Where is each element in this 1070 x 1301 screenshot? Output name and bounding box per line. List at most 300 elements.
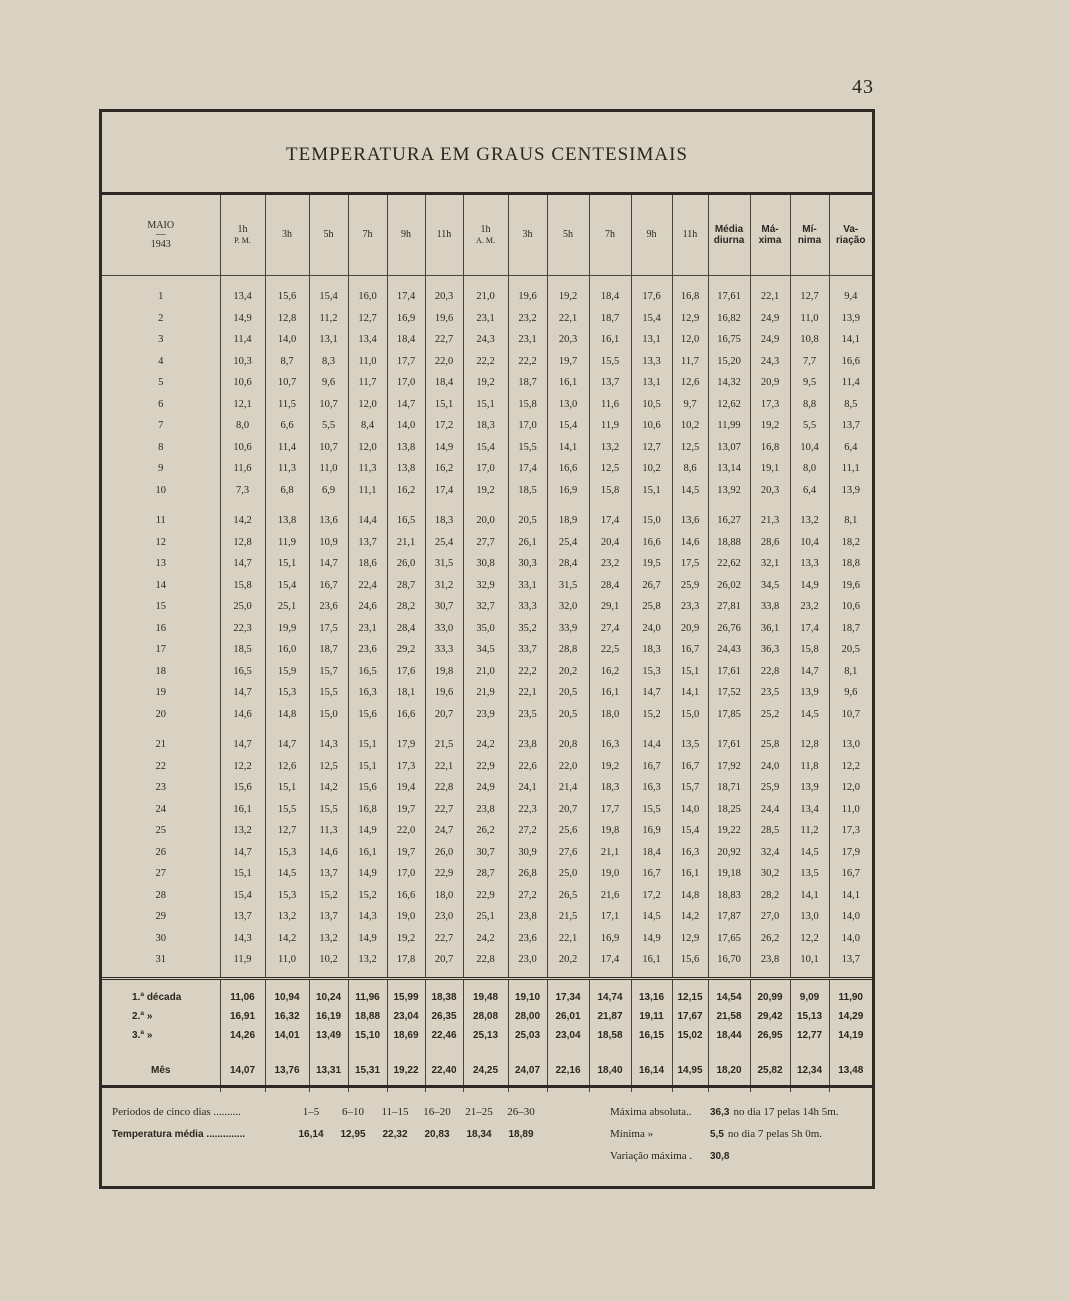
value-cell: 18,2: [829, 532, 872, 554]
value-cell: 20,92: [708, 842, 750, 864]
value-cell: 13,9: [829, 480, 872, 502]
period-mean: 18,89: [508, 1129, 534, 1140]
table-row: [102, 777, 872, 799]
value-cell: 13,7: [309, 863, 348, 885]
value-cell: 23,0: [425, 906, 463, 928]
value-cell: 11,6: [589, 394, 631, 416]
summary-value: 26,35: [425, 1007, 463, 1026]
value-cell: 26,02: [708, 575, 750, 597]
value-cell: 15,5: [309, 799, 348, 821]
value-cell: 20,9: [750, 372, 790, 394]
value-cell: 17,4: [589, 501, 631, 532]
value-cell: 28,8: [547, 639, 589, 661]
value-cell: 11,3: [348, 458, 387, 480]
value-cell: 22,7: [425, 799, 463, 821]
value-cell: 18,8: [829, 553, 872, 575]
summary-value: 14,29: [829, 1007, 872, 1026]
value-cell: 14,7: [265, 725, 309, 756]
value-cell: 12,5: [589, 458, 631, 480]
value-cell: 18,7: [589, 308, 631, 330]
value-cell: 19,8: [425, 661, 463, 683]
table-row: [102, 394, 872, 416]
value-cell: 14,7: [387, 394, 425, 416]
value-cell: 16,1: [672, 863, 708, 885]
value-cell: 31,2: [425, 575, 463, 597]
value-cell: 19,7: [387, 799, 425, 821]
summary-value: 15,10: [348, 1026, 387, 1045]
value-cell: 22,2: [463, 351, 508, 373]
value-cell: 10,2: [309, 949, 348, 978]
value-cell: 27,4: [589, 618, 631, 640]
value-cell: 35,2: [508, 618, 547, 640]
value-cell: 22,5: [589, 639, 631, 661]
value-cell: 16,3: [589, 725, 631, 756]
value-cell: 25,6: [547, 820, 589, 842]
value-cell: 16,2: [425, 458, 463, 480]
value-cell: 15,4: [631, 308, 672, 330]
value-cell: 15,1: [220, 863, 265, 885]
value-cell: 27,81: [708, 596, 750, 618]
value-cell: 20,5: [829, 639, 872, 661]
value-cell: 13,9: [790, 682, 829, 704]
value-cell: 22,9: [463, 756, 508, 778]
value-cell: 14,3: [348, 906, 387, 928]
value-cell: 20,7: [547, 799, 589, 821]
day-cell: 24: [155, 803, 166, 815]
value-cell: 16,75: [708, 329, 750, 351]
value-cell: 6,4: [829, 437, 872, 459]
absolute-min: [610, 1128, 822, 1140]
summary-value: 14,26: [220, 1026, 265, 1045]
value-cell: 23,9: [463, 704, 508, 726]
value-cell: 11,7: [672, 351, 708, 373]
period: 16–20: [423, 1106, 451, 1118]
value-cell: 22,0: [387, 820, 425, 842]
value-cell: 15,6: [348, 704, 387, 726]
value-cell: 18,4: [425, 372, 463, 394]
day-cell: 8: [158, 441, 164, 453]
value-cell: 13,2: [348, 949, 387, 978]
value-cell: 17,2: [631, 885, 672, 907]
summary-value: 26,95: [750, 1026, 790, 1045]
value-cell: 28,7: [387, 575, 425, 597]
value-cell: 16,5: [387, 501, 425, 532]
value-cell: 14,9: [348, 863, 387, 885]
value-cell: 13,2: [220, 820, 265, 842]
summary-value: 19,10: [508, 978, 547, 1007]
value-cell: 30,2: [750, 863, 790, 885]
period-mean: 18,34: [466, 1129, 492, 1140]
period: 11–15: [381, 1106, 409, 1118]
value-cell: 13,9: [829, 308, 872, 330]
value-cell: 12,7: [790, 276, 829, 308]
value-cell: 22,6: [508, 756, 547, 778]
value-cell: 13,6: [672, 501, 708, 532]
value-cell: 17,0: [508, 415, 547, 437]
value-cell: 13,7: [309, 906, 348, 928]
value-cell: 16,70: [708, 949, 750, 978]
value-cell: 20,3: [425, 276, 463, 308]
summary-value: 15,02: [672, 1026, 708, 1045]
value-cell: 19,7: [547, 351, 589, 373]
value-cell: 22,0: [425, 351, 463, 373]
summary-value: 18,88: [348, 1007, 387, 1026]
day-cell: 21: [155, 739, 166, 751]
value-cell: 15,0: [672, 704, 708, 726]
value-cell: 16,6: [547, 458, 589, 480]
value-cell: 32,1: [750, 553, 790, 575]
value-cell: 17,61: [708, 725, 750, 756]
value-cell: 20,3: [750, 480, 790, 502]
col-header: 9h: [631, 195, 672, 276]
value-cell: 9,7: [672, 394, 708, 416]
value-cell: 7,7: [790, 351, 829, 373]
value-cell: 14,6: [220, 704, 265, 726]
value-cell: 24,9: [750, 329, 790, 351]
value-cell: 17,3: [387, 756, 425, 778]
summary-value: 12,77: [790, 1026, 829, 1045]
value-cell: 8,7: [265, 351, 309, 373]
value-cell: 11,4: [220, 329, 265, 351]
value-cell: 22,8: [425, 777, 463, 799]
value-cell: 20,0: [463, 501, 508, 532]
value-cell: 12,6: [265, 756, 309, 778]
value-cell: 24,9: [750, 308, 790, 330]
periods-label: Períodos de cinco dias ..........: [112, 1106, 241, 1118]
table-row: [102, 575, 872, 597]
day-cell: 6: [158, 398, 164, 410]
value-cell: 17,61: [708, 661, 750, 683]
value-cell: 26,2: [750, 928, 790, 950]
summary-value: 17,67: [672, 1007, 708, 1026]
day-cell: 27: [155, 868, 166, 880]
table-row: [102, 928, 872, 950]
value-cell: 12,7: [265, 820, 309, 842]
value-cell: 21,5: [425, 725, 463, 756]
value-cell: 14,2: [309, 777, 348, 799]
value-cell: 16,1: [589, 682, 631, 704]
value-cell: 12,1: [220, 394, 265, 416]
means-row: [112, 1128, 542, 1140]
value-cell: 21,0: [463, 276, 508, 308]
value-cell: 22,1: [508, 682, 547, 704]
value-cell: 24,3: [463, 329, 508, 351]
min-text: no dia 7 pelas 5h 0m.: [727, 1128, 823, 1140]
value-cell: 18,83: [708, 885, 750, 907]
value-cell: 11,1: [829, 458, 872, 480]
value-cell: 13,7: [589, 372, 631, 394]
value-cell: 11,0: [309, 458, 348, 480]
value-cell: 16,1: [348, 842, 387, 864]
value-cell: 14,1: [672, 682, 708, 704]
value-cell: 9,6: [309, 372, 348, 394]
value-cell: 15,3: [265, 682, 309, 704]
periods-row: [112, 1106, 542, 1118]
value-cell: 16,82: [708, 308, 750, 330]
value-cell: 24,0: [631, 618, 672, 640]
table-row: [102, 799, 872, 821]
value-cell: 27,0: [750, 906, 790, 928]
table-row: [102, 704, 872, 726]
value-cell: 16,7: [631, 863, 672, 885]
value-cell: 17,4: [589, 949, 631, 978]
value-cell: 14,7: [220, 725, 265, 756]
summary-value: 22,40: [425, 1045, 463, 1092]
table-row: [102, 308, 872, 330]
value-cell: 14,0: [672, 799, 708, 821]
summary-value: 19,11: [631, 1007, 672, 1026]
value-cell: 14,1: [790, 885, 829, 907]
value-cell: 14,2: [265, 928, 309, 950]
value-cell: 19,6: [425, 682, 463, 704]
value-cell: 12,5: [672, 437, 708, 459]
summary-row: [102, 1026, 872, 1045]
table-row: [102, 329, 872, 351]
value-cell: 15,8: [220, 575, 265, 597]
page-title: TEMPERATURA EM GRAUS CENTESIMAIS: [285, 144, 688, 165]
summary-value: 25,13: [463, 1026, 508, 1045]
value-cell: 16,27: [708, 501, 750, 532]
col-header: 3h: [508, 195, 547, 276]
col-header-max: Má- xima: [750, 195, 790, 276]
value-cell: 15,5: [631, 799, 672, 821]
value-cell: 8,0: [220, 415, 265, 437]
value-cell: 23,5: [508, 704, 547, 726]
value-cell: 17,4: [425, 480, 463, 502]
value-cell: 8,0: [790, 458, 829, 480]
summary-value: 14,95: [672, 1045, 708, 1092]
value-cell: 31,5: [547, 575, 589, 597]
period: 26–30: [507, 1106, 535, 1118]
col-header: 9h: [387, 195, 425, 276]
value-cell: 12,7: [631, 437, 672, 459]
value-cell: 15,3: [265, 885, 309, 907]
value-cell: 25,4: [547, 532, 589, 554]
value-cell: 8,4: [348, 415, 387, 437]
value-cell: 12,8: [220, 532, 265, 554]
period-mean: 22,32: [382, 1129, 408, 1140]
value-cell: 14,3: [220, 928, 265, 950]
col-header: 5h: [309, 195, 348, 276]
table-row: [102, 415, 872, 437]
period: 6–10: [342, 1106, 364, 1118]
value-cell: 34,5: [750, 575, 790, 597]
abs-max-value: 36,3: [710, 1107, 730, 1118]
value-cell: 16,6: [829, 351, 872, 373]
month-header: [102, 195, 220, 276]
value-cell: 36,3: [750, 639, 790, 661]
table-row: [102, 885, 872, 907]
value-cell: 25,9: [750, 777, 790, 799]
value-cell: 22,4: [348, 575, 387, 597]
value-cell: 23,8: [508, 725, 547, 756]
value-cell: 15,1: [348, 725, 387, 756]
value-cell: 30,3: [508, 553, 547, 575]
day-cell: 13: [155, 558, 166, 570]
value-cell: 15,4: [220, 885, 265, 907]
value-cell: 21,0: [463, 661, 508, 683]
col-header: 1h A. M.: [463, 195, 508, 276]
value-cell: 33,3: [425, 639, 463, 661]
value-cell: 32,7: [463, 596, 508, 618]
value-cell: 13,3: [790, 553, 829, 575]
value-cell: 6,4: [790, 480, 829, 502]
page-number: 43: [852, 76, 874, 98]
value-cell: 18,9: [547, 501, 589, 532]
value-cell: 14,2: [220, 501, 265, 532]
value-cell: 21,5: [547, 906, 589, 928]
summary-row: [102, 1007, 872, 1026]
value-cell: 11,3: [265, 458, 309, 480]
table-row: [102, 437, 872, 459]
value-cell: 13,7: [220, 906, 265, 928]
value-cell: 17,0: [387, 372, 425, 394]
period: 1–5: [302, 1106, 320, 1118]
day-cell: 22: [155, 760, 166, 772]
value-cell: 16,1: [547, 372, 589, 394]
value-cell: 10,9: [309, 532, 348, 554]
value-cell: 15,1: [265, 553, 309, 575]
value-cell: 23,1: [463, 308, 508, 330]
value-cell: 14,7: [220, 553, 265, 575]
day-cell: 2: [158, 312, 164, 324]
summary-value: 13,76: [265, 1045, 309, 1092]
summary-value: 20,99: [750, 978, 790, 1007]
value-cell: 19,6: [829, 575, 872, 597]
value-cell: 8,1: [829, 501, 872, 532]
value-cell: 28,2: [750, 885, 790, 907]
value-cell: 23,3: [672, 596, 708, 618]
value-cell: 33,0: [425, 618, 463, 640]
col-header: 7h: [348, 195, 387, 276]
value-cell: 18,0: [425, 885, 463, 907]
summary-value: 15,13: [790, 1007, 829, 1026]
value-cell: 10,7: [309, 437, 348, 459]
value-cell: 11,2: [309, 308, 348, 330]
summary-value: 16,91: [220, 1007, 265, 1026]
title-box: [102, 112, 872, 195]
value-cell: 25,0: [547, 863, 589, 885]
summary-value: 22,46: [425, 1026, 463, 1045]
table-row: [102, 480, 872, 502]
summary-value: 18,69: [387, 1026, 425, 1045]
value-cell: 13,3: [631, 351, 672, 373]
table-row: [102, 372, 872, 394]
summary-label: 3.ª »: [132, 1029, 153, 1041]
value-cell: 23,6: [348, 639, 387, 661]
value-cell: 11,3: [309, 820, 348, 842]
value-cell: 16,3: [631, 777, 672, 799]
value-cell: 5,5: [309, 415, 348, 437]
day-cell: 14: [155, 579, 166, 591]
value-cell: 7,3: [220, 480, 265, 502]
day-cell: 9: [158, 463, 164, 475]
summary-value: 14,54: [708, 978, 750, 1007]
value-cell: 21,9: [463, 682, 508, 704]
value-cell: 13,7: [348, 532, 387, 554]
value-cell: 13,4: [220, 276, 265, 308]
summary-value: 29,42: [750, 1007, 790, 1026]
daily-rows: [102, 276, 872, 979]
value-cell: 10,7: [829, 704, 872, 726]
value-cell: 18,3: [425, 501, 463, 532]
temperature-table: [102, 195, 872, 1092]
value-cell: 16,9: [589, 928, 631, 950]
variation-value: 30,8: [710, 1151, 730, 1162]
value-cell: 12,5: [309, 756, 348, 778]
value-cell: 13,5: [790, 863, 829, 885]
value-cell: 14,8: [672, 885, 708, 907]
value-cell: 17,3: [829, 820, 872, 842]
value-cell: 23,8: [508, 906, 547, 928]
value-cell: 24,2: [463, 928, 508, 950]
value-cell: 12,2: [220, 756, 265, 778]
value-cell: 16,0: [348, 276, 387, 308]
value-cell: 25,4: [425, 532, 463, 554]
value-cell: 20,2: [547, 949, 589, 978]
value-cell: 15,20: [708, 351, 750, 373]
value-cell: 18,7: [829, 618, 872, 640]
value-cell: 11,8: [790, 756, 829, 778]
value-cell: 19,7: [387, 842, 425, 864]
value-cell: 14,5: [265, 863, 309, 885]
value-cell: 15,4: [265, 575, 309, 597]
summary-value: 28,00: [508, 1007, 547, 1026]
day-cell: 19: [155, 687, 166, 699]
value-cell: 29,2: [387, 639, 425, 661]
value-cell: 25,1: [265, 596, 309, 618]
value-cell: 18,6: [348, 553, 387, 575]
value-cell: 17,3: [750, 394, 790, 416]
abs-max-text: no dia 17 pelas 14h 5m.: [733, 1106, 839, 1118]
value-cell: 14,4: [631, 725, 672, 756]
summary-value: 16,15: [631, 1026, 672, 1045]
value-cell: 20,5: [547, 704, 589, 726]
value-cell: 14,5: [631, 906, 672, 928]
value-cell: 18,88: [708, 532, 750, 554]
value-cell: 18,5: [220, 639, 265, 661]
value-cell: 28,4: [387, 618, 425, 640]
value-cell: 11,1: [348, 480, 387, 502]
value-cell: 16,2: [387, 480, 425, 502]
value-cell: 20,3: [547, 329, 589, 351]
mean-label: Temperatura média ..............: [112, 1129, 246, 1140]
value-cell: 17,5: [672, 553, 708, 575]
value-cell: 23,1: [348, 618, 387, 640]
table-row: [102, 639, 872, 661]
value-cell: 13,0: [790, 906, 829, 928]
value-cell: 16,5: [348, 661, 387, 683]
value-cell: 15,5: [309, 682, 348, 704]
summary-value: 17,34: [547, 978, 589, 1007]
col-header-min: Mí- nima: [790, 195, 829, 276]
value-cell: 15,4: [547, 415, 589, 437]
value-cell: 10,6: [631, 415, 672, 437]
value-cell: 13,6: [309, 501, 348, 532]
value-cell: 19,2: [463, 372, 508, 394]
table-row: [102, 596, 872, 618]
value-cell: 22,2: [508, 351, 547, 373]
value-cell: 16,2: [589, 661, 631, 683]
variation-label: Variação máxima .: [610, 1150, 693, 1162]
value-cell: 19,1: [750, 458, 790, 480]
day-cell: 12: [155, 536, 166, 548]
summary-value: 14,01: [265, 1026, 309, 1045]
value-cell: 13,2: [309, 928, 348, 950]
value-cell: 13,0: [829, 725, 872, 756]
value-cell: 35,0: [463, 618, 508, 640]
value-cell: 10,7: [265, 372, 309, 394]
